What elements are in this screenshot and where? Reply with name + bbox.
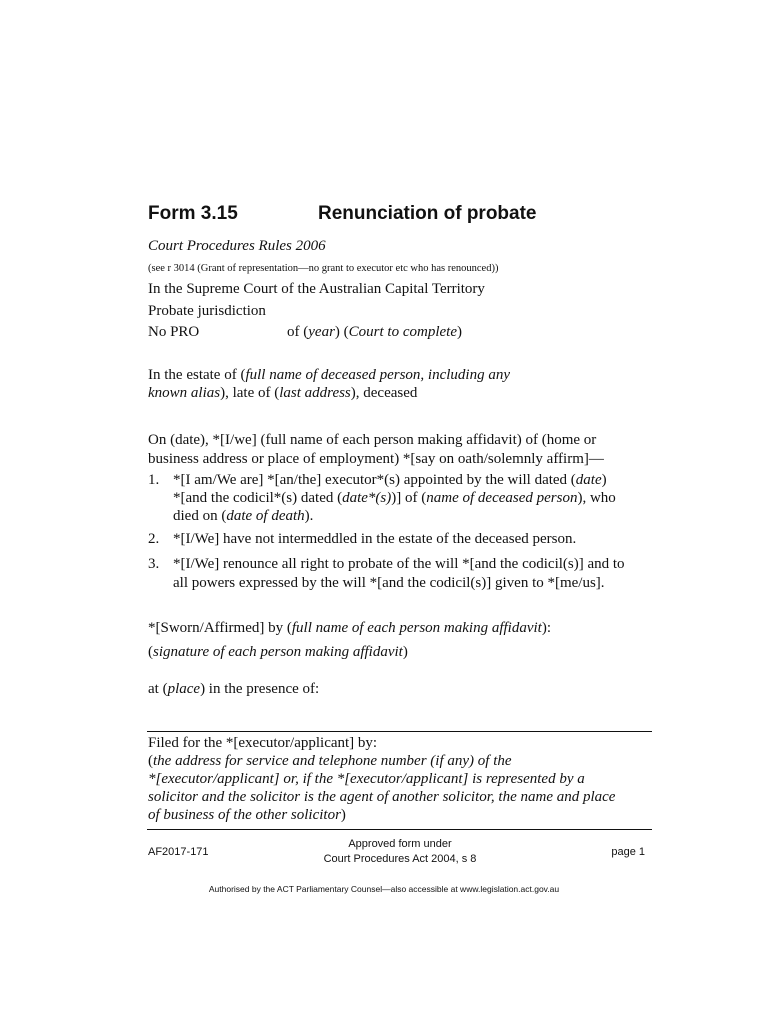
jurisdiction: Probate jurisdiction <box>148 303 266 319</box>
item-1-line-2: *[and the codicil*(s) dated (date*(s))] of (name of deceased person), who <box>173 490 616 506</box>
file-number-label: No PRO <box>148 324 200 340</box>
approved-line-1: Approved form under <box>348 838 452 850</box>
intro-line-2: business address or place of employment) *[say on oath/solemnly affirm]— <box>148 451 604 467</box>
sworn-line: *[Sworn/Affirmed] by (full name of each person making affidavit): <box>148 620 552 636</box>
footer-divider <box>147 829 652 830</box>
item-number: 1. <box>148 472 160 488</box>
divider <box>147 731 652 732</box>
item-number: 3. <box>148 556 160 572</box>
form-title: Renunciation of probate <box>318 203 537 224</box>
item-3-line-1: *[I/We] renounce all right to probate of the will *[and the codicil(s)] and to <box>173 556 625 572</box>
approved-line-2: Court Procedures Act 2004, s 8 <box>323 853 477 865</box>
rules-title: Court Procedures Rules 2006 <box>148 238 326 254</box>
filed-line-4: solicitor and the solicitor is the agent of another solicitor, the name and place <box>148 789 616 805</box>
item-2-text: *[I/We] have not intermeddled in the estate of the deceased person. <box>173 531 577 547</box>
item-1-line-3: died on (date of death). <box>173 508 314 524</box>
authorised-notice: Authorised by the ACT Parliamentary Counsel—also accessible at www.legislation.act.gov.au <box>208 884 560 894</box>
page-number: page 1 <box>611 846 645 858</box>
item-3-line-2: all powers expressed by the will *[and the codicil(s)] given to *[me/us]. <box>173 575 605 591</box>
filed-line-5: of business of the other solicitor) <box>148 807 346 823</box>
estate-line-2: known alias), late of (last address), deceased <box>148 385 418 401</box>
court-name: In the Supreme Court of the Australian Capital Territory <box>148 281 485 297</box>
rule-reference: (see r 3014 (Grant of representation—no grant to executor etc who has renounced)) <box>148 263 499 274</box>
place-line: at (place) in the presence of: <box>148 681 320 697</box>
item-number: 2. <box>148 531 160 547</box>
item-1-line-1: *[I am/We are] *[an/the] executor*(s) appointed by the will dated (date) <box>173 472 607 488</box>
filed-line-1: Filed for the *[executor/applicant] by: <box>148 735 378 751</box>
estate-line-1: In the estate of (full name of deceased person, including any <box>148 367 510 383</box>
file-year-line: of (year) (Court to complete) <box>287 324 462 340</box>
filed-line-3: *[executor/applicant] or, if the *[executor/applicant] is represented by a <box>148 771 585 787</box>
signature-line: (signature of each person making affidavit) <box>148 644 408 660</box>
intro-line-1: On (date), *[I/we] (full name of each person making affidavit) of (home or <box>148 432 597 448</box>
filed-line-2: (the address for service and telephone number (if any) of the <box>148 753 512 769</box>
form-number: Form 3.15 <box>148 203 238 224</box>
form-code: AF2017-171 <box>148 846 209 858</box>
